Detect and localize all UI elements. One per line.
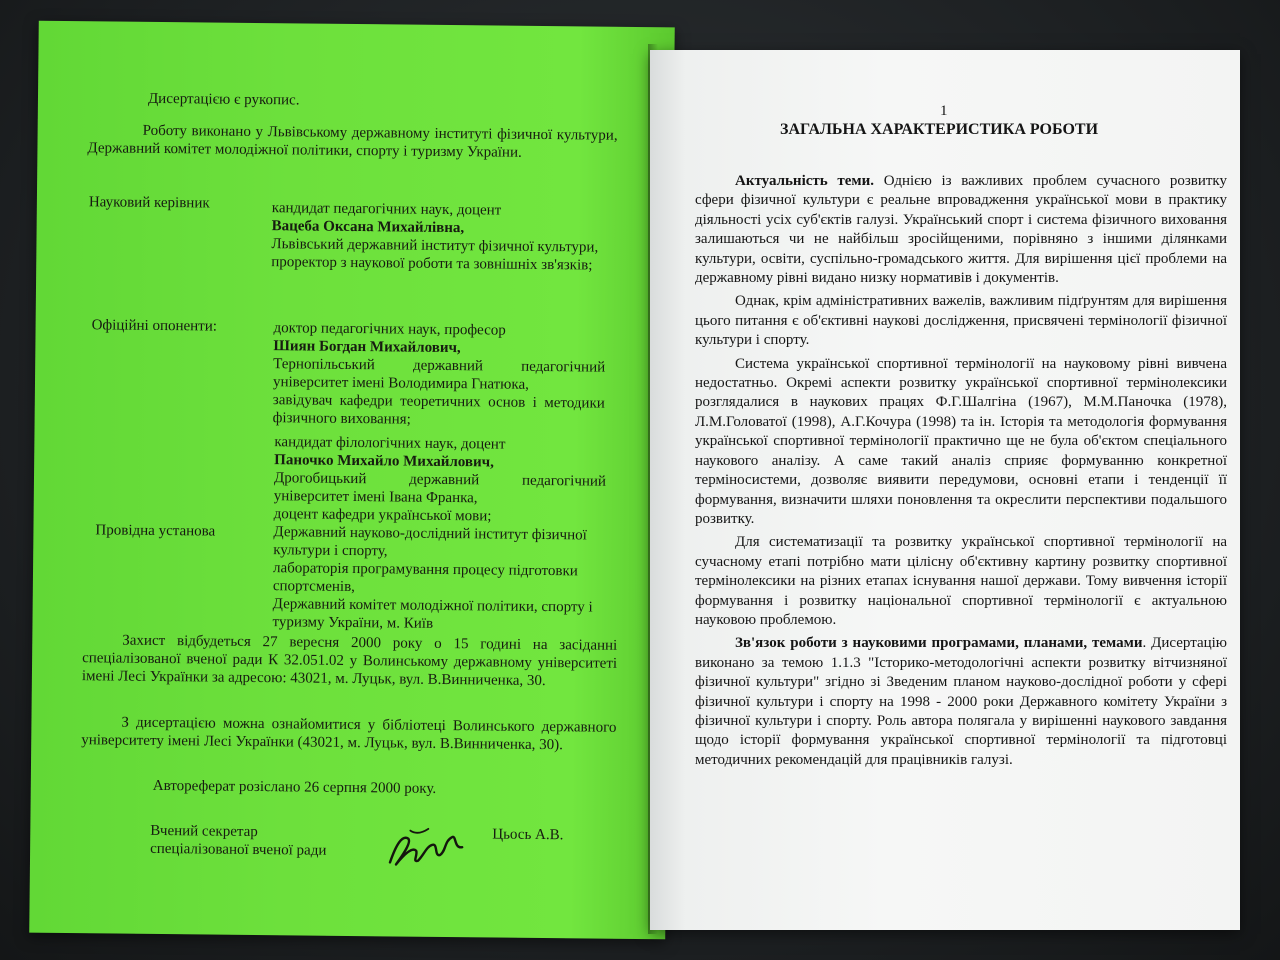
paragraph-2: Однак, крім адміністративних важелів, важливим підґрунтям для вирішення цього питання є об'єктивні наукові дослідження, присвячені термінології фізичної культури і спорту. (695, 293, 1227, 349)
opponent-second (274, 433, 607, 526)
supervisor-label: Науковий керівник (88, 194, 210, 212)
opponents-label: Офіційні опоненти: (91, 317, 218, 335)
opponent-first-name: Шиян Богдан Михайлович, (273, 338, 461, 357)
lead-institution-block (272, 523, 613, 635)
paragraph-4: Для систематизації та розвитку української спортивної термінології на сучасному етапі потрібно мати цілісну об'єктивну картину розвитку спортивної термінолексики на різних етапах існування нашої держави. Тому вивчення історії формування і розвитку національної спортивної термінології є актуальною науковою проблемою. (695, 534, 1227, 628)
paragraph-connection: Зв'язок роботи з науковими програмами, планами, темами. Дисертацію виконано за темою 1.1.3 "Історико-методологічні аспекти розвитку вітчизняної фізичної культури" згідно зі Зведеним планом науково-дослідної роботи у сфері фізичної культури і спорту на 1998 - 2000 роки Державного комітету України з фізичної культури і спорту. Роль автора полягала у вирішенні наукового завдання щодо історії формування української спортивної термінології та підготовці методичних рекомендацій для працівників галузі. (695, 635, 1227, 768)
secretary-name: Цьось А.В. (492, 826, 564, 844)
supervisor-name: Вацеба Оксана Михайлівна, (271, 218, 465, 237)
opponent-second-name: Паночко Михайло Михайлович, (274, 452, 495, 471)
signature-image (382, 824, 473, 875)
connection-heading: Зв'язок роботи з науковими програмами, планами, темами (735, 635, 1143, 652)
library-paragraph: З дисертацією можна ознайомитися у бібліотеці Волинського державного університету імені Лесі Українки (43021, м. Луцьк, вул. В.Винниченка, 30). (81, 714, 617, 754)
right-page-body (695, 172, 1227, 774)
section-title: ЗАГАЛЬНА ХАРАКТЕРИСТИКА РОБОТИ (780, 121, 1099, 138)
relevance-text: Однією із важливих проблем сучасного розвитку сфери фізичної культури є реальне впровадження української мови в практику діяльності усіх суб'єктів галузі. Український спорт і система фізичного виховання залишаються чи не найбільш зросійщеними, порівняно з іншими ділянками культури, освіти, суспільно-громадського життя. Для вирішення цієї проблеми на державному рівні видано низку нормативів і документів. (695, 173, 1227, 287)
opponent-second-details: Дрогобицький державний педагогічний університет імені Івана Франка, (273, 470, 607, 507)
paragraph-3: Система української спортивної термінології на науковому рівні вивчена недостатньо. Окремі аспекти розвитку української спортивної термінолексики розглядалися в наукових працях Ф.Г.Шалгіна (1967), М.М.Паночка (1978), Л.М.Головатої (1998), А.Г.Кочура (1998) та ін. Історія та методологія формування української спортивної термінології практично ще не була об'єктом спеціального наукового аналізу. А саме такий аналіз сприяє формуванню конкретної терміносистеми, дозволяє виявити передумови, основні етапи і тенденції її формування, визначити шляхи поновлення та окреслити перспективи подальшого розвитку. (695, 355, 1227, 527)
supervisor-degree: кандидат педагогічних наук, доцент (271, 200, 502, 219)
opponent-first-position: завідувач кафедри теоретичних основ і методики фізичного виховання; (272, 392, 605, 428)
lead-institution-line2: лабораторія програмування процесу підготовки спортсменів, (272, 560, 578, 596)
opponent-second-position: доцент кафедри української мови; (273, 506, 492, 525)
right-page (650, 50, 1240, 930)
paragraph-relevance (695, 172, 1227, 288)
opponent-second-degree: кандидат філологічних наук, доцент (274, 434, 506, 453)
defense-paragraph: Захист відбудеться 27 вересня 2000 року о 15 годині на засіданні спеціалізованої вченої ради К 32.051.02 у Волинському державному університеті імені Лесі Українки за адресою: 43021, м. Луцьк, вул. В.Винниченка, 30. (81, 632, 618, 690)
lead-institution-line3: Державний комітет молодіжної політики, спорту і туризму України, м. Київ (272, 596, 593, 632)
connection-text: Дисертацію виконано за темою 1.1.3 "Історико-методологічні аспекти розвитку вітчизняної фізичної культури" згідно зі Зведеним планом науково-дослідної роботи у сфері фізичної культури і спорту на 1998 - 2000 роки Державного комітету України з фізичної культури і спорту. Роль автора полягала у вирішенні наукового завдання щодо історії формування української спортивної термінології та підготовці методичних рекомендацій для працівників галузі. (695, 635, 1227, 768)
secretary-title-line2: спеціалізованої вченої ради (150, 840, 327, 859)
sent-note: Автореферат розіслано 26 серпня 2000 року. (152, 777, 437, 797)
supervisor-position: проректор з наукової роботи та зовнішніх зв'язків; (271, 254, 593, 274)
left-page (29, 21, 675, 940)
lead-institution-label: Провідна установа (95, 522, 216, 540)
supervisor-block (271, 199, 604, 274)
intro-paragraph: Роботу виконано у Львівському державному інституті фізичної культури, Державний комітет молодіжної політики, спорту і туризму України. (87, 122, 618, 161)
manuscript-note: Дисертацією є рукопис. (147, 90, 300, 109)
page-number: 1 (940, 103, 948, 119)
opponent-first-details: Тернопільський державний педагогічний університет імені Володимира Гнатюка, (272, 356, 606, 393)
opponent-first-degree: доктор педагогічних наук, професор (273, 320, 506, 339)
secretary-title-line1: Вчений секретар (150, 822, 258, 841)
relevance-heading: Актуальність теми. (735, 173, 875, 189)
supervisor-details: Львівський державний інститут фізичної культури, (271, 236, 599, 256)
opponent-first (273, 319, 606, 430)
lead-institution-line1: Державний науково-дослідний інститут фізичної культури і спорту, (273, 524, 587, 560)
